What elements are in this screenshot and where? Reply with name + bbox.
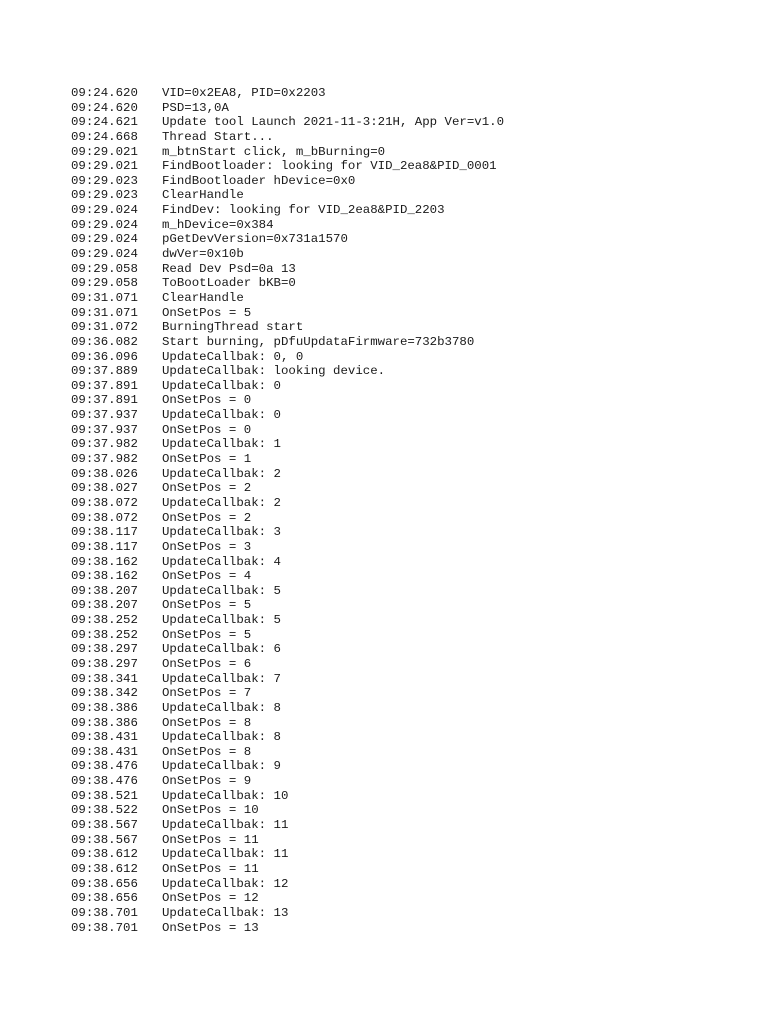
log-timestamp: 09:31.071	[71, 290, 138, 305]
log-entry	[71, 584, 504, 599]
log-entry	[71, 101, 504, 116]
log-timestamp: 09:24.668	[71, 129, 138, 144]
log-entry	[71, 393, 504, 408]
log-timestamp: 09:38.431	[71, 730, 138, 745]
log-timestamp: 09:38.386	[71, 700, 138, 715]
log-message: ClearHandle	[162, 290, 244, 305]
log-message: ToBootLoader bKB=0	[162, 276, 296, 291]
log-timestamp: 09:38.341	[71, 671, 138, 686]
log-message: OnSetPos = 5	[162, 598, 252, 613]
log-message: UpdateCallbak: 0	[162, 408, 281, 423]
log-entry	[71, 291, 504, 306]
log-message: OnSetPos = 8	[162, 744, 252, 759]
log-timestamp: 09:38.026	[71, 466, 138, 481]
log-entry	[71, 276, 504, 291]
log-entry	[71, 833, 504, 848]
log-message: OnSetPos = 2	[162, 510, 252, 525]
log-message: UpdateCallbak: 0, 0	[162, 349, 304, 364]
log-entry	[71, 423, 504, 438]
log-message: UpdateCallbak: looking device.	[162, 364, 386, 379]
log-timestamp: 09:37.891	[71, 378, 138, 393]
log-message: UpdateCallbak: 2	[162, 466, 281, 481]
log-entry	[71, 232, 504, 247]
log-message: UpdateCallbak: 2	[162, 495, 281, 510]
log-entry	[71, 350, 504, 365]
log-entry	[71, 306, 504, 321]
log-timestamp: 09:38.207	[71, 598, 138, 613]
log-entry	[71, 481, 504, 496]
log-message: UpdateCallbak: 7	[162, 671, 281, 686]
log-message: OnSetPos = 0	[162, 422, 252, 437]
log-timestamp: 09:38.117	[71, 539, 138, 554]
log-entry	[71, 759, 504, 774]
log-message: OnSetPos = 2	[162, 481, 252, 496]
log-entry	[71, 203, 504, 218]
log-timestamp: 09:37.891	[71, 393, 138, 408]
log-entry	[71, 569, 504, 584]
log-entry	[71, 188, 504, 203]
log-message: OnSetPos = 4	[162, 569, 252, 584]
log-message: OnSetPos = 13	[162, 920, 259, 935]
log-message: m_btnStart click, m_bBurning=0	[162, 144, 386, 159]
log-entry	[71, 218, 504, 233]
log-message: VID=0x2EA8, PID=0x2203	[162, 86, 326, 100]
log-message: ClearHandle	[162, 188, 244, 203]
log-entry	[71, 145, 504, 160]
log-message: UpdateCallbak: 6	[162, 642, 281, 657]
log-entry	[71, 525, 504, 540]
log-entry	[71, 130, 504, 145]
log-timestamp: 09:29.024	[71, 217, 138, 232]
log-entry	[71, 511, 504, 526]
log-listing	[71, 86, 504, 935]
log-message: OnSetPos = 7	[162, 686, 252, 701]
log-entry	[71, 774, 504, 789]
log-timestamp: 09:38.701	[71, 905, 138, 920]
log-message: UpdateCallbak: 5	[162, 583, 281, 598]
log-entry	[71, 335, 504, 350]
log-timestamp: 09:38.297	[71, 642, 138, 657]
log-timestamp: 09:29.024	[71, 232, 138, 247]
log-entry	[71, 730, 504, 745]
log-entry	[71, 496, 504, 511]
log-timestamp: 09:37.889	[71, 364, 138, 379]
log-timestamp: 09:38.342	[71, 686, 138, 701]
log-message: UpdateCallbak: 5	[162, 613, 281, 628]
log-message: OnSetPos = 6	[162, 656, 252, 671]
log-timestamp: 09:29.058	[71, 261, 138, 276]
log-timestamp: 09:29.024	[71, 203, 138, 218]
log-entry	[71, 921, 504, 936]
log-message: OnSetPos = 9	[162, 774, 252, 789]
log-timestamp: 09:37.982	[71, 437, 138, 452]
log-timestamp: 09:24.620	[71, 100, 138, 115]
log-message: FindBootloader hDevice=0x0	[162, 173, 356, 188]
log-timestamp: 09:29.023	[71, 173, 138, 188]
log-entry	[71, 716, 504, 731]
log-message: m_hDevice=0x384	[162, 217, 274, 232]
log-entry	[71, 247, 504, 262]
log-entry	[71, 613, 504, 628]
log-message: UpdateCallbak: 8	[162, 700, 281, 715]
log-entry	[71, 262, 504, 277]
log-timestamp: 09:29.021	[71, 144, 138, 159]
log-timestamp: 09:38.612	[71, 861, 138, 876]
log-timestamp: 09:24.621	[71, 115, 138, 130]
log-timestamp: 09:38.476	[71, 759, 138, 774]
log-entry	[71, 437, 504, 452]
log-timestamp: 09:29.023	[71, 188, 138, 203]
log-message: UpdateCallbak: 11	[162, 818, 289, 833]
log-entry	[71, 789, 504, 804]
log-timestamp: 09:38.612	[71, 847, 138, 862]
log-entry	[71, 115, 504, 130]
log-message: pGetDevVersion=0x731a1570	[162, 232, 348, 247]
log-timestamp: 09:38.297	[71, 656, 138, 671]
log-entry	[71, 657, 504, 672]
log-entry	[71, 159, 504, 174]
log-entry	[71, 818, 504, 833]
log-entry	[71, 672, 504, 687]
log-timestamp: 09:38.072	[71, 510, 138, 525]
log-message: UpdateCallbak: 10	[162, 788, 289, 803]
log-timestamp: 09:37.937	[71, 422, 138, 437]
log-message: FindBootloader: looking for VID_2ea8&PID_0001	[162, 159, 497, 174]
log-message: UpdateCallbak: 11	[162, 847, 289, 862]
log-message: Start burning, pDfuUpdataFirmware=732b3780	[162, 334, 475, 349]
log-timestamp: 09:38.386	[71, 715, 138, 730]
log-message: UpdateCallbak: 8	[162, 730, 281, 745]
log-entry	[71, 862, 504, 877]
log-message: OnSetPos = 11	[162, 861, 259, 876]
log-entry	[71, 540, 504, 555]
log-timestamp: 09:38.162	[71, 554, 138, 569]
log-message: UpdateCallbak: 4	[162, 554, 281, 569]
log-entry	[71, 408, 504, 423]
log-timestamp: 09:36.082	[71, 334, 138, 349]
log-entry	[71, 877, 504, 892]
log-entry	[71, 379, 504, 394]
log-message: OnSetPos = 5	[162, 305, 252, 320]
log-timestamp: 09:38.476	[71, 774, 138, 789]
log-timestamp: 09:24.620	[71, 86, 138, 100]
log-entry	[71, 906, 504, 921]
log-timestamp: 09:31.072	[71, 320, 138, 335]
log-entry	[71, 701, 504, 716]
log-entry	[71, 891, 504, 906]
log-entry	[71, 452, 504, 467]
log-timestamp: 09:38.522	[71, 803, 138, 818]
log-timestamp: 09:38.162	[71, 569, 138, 584]
log-entry	[71, 803, 504, 818]
log-message: OnSetPos = 5	[162, 627, 252, 642]
log-message: Update tool Launch 2021-11-3:21H, App Ver=v1.0	[162, 115, 505, 130]
log-timestamp: 09:38.521	[71, 788, 138, 803]
log-message: UpdateCallbak: 13	[162, 905, 289, 920]
log-timestamp: 09:38.207	[71, 583, 138, 598]
log-entry	[71, 174, 504, 189]
log-entry	[71, 628, 504, 643]
log-timestamp: 09:29.024	[71, 247, 138, 262]
log-message: UpdateCallbak: 9	[162, 759, 281, 774]
log-timestamp: 09:36.096	[71, 349, 138, 364]
log-message: PSD=13,0A	[162, 100, 229, 115]
log-timestamp: 09:38.656	[71, 876, 138, 891]
log-message: dwVer=0x10b	[162, 247, 244, 262]
log-message: Read Dev Psd=0a 13	[162, 261, 296, 276]
log-timestamp: 09:38.252	[71, 613, 138, 628]
log-timestamp: 09:38.117	[71, 525, 138, 540]
log-entry	[71, 555, 504, 570]
log-message: OnSetPos = 0	[162, 393, 252, 408]
log-timestamp: 09:38.252	[71, 627, 138, 642]
log-entry	[71, 847, 504, 862]
log-timestamp: 09:37.937	[71, 408, 138, 423]
log-timestamp: 09:38.027	[71, 481, 138, 496]
log-message: OnSetPos = 8	[162, 715, 252, 730]
log-message: UpdateCallbak: 1	[162, 437, 281, 452]
log-timestamp: 09:38.431	[71, 744, 138, 759]
log-message: OnSetPos = 3	[162, 539, 252, 554]
log-message: OnSetPos = 1	[162, 452, 252, 467]
log-timestamp: 09:38.656	[71, 891, 138, 906]
log-entry	[71, 598, 504, 613]
log-message: OnSetPos = 10	[162, 803, 259, 818]
log-entry	[71, 86, 504, 101]
log-timestamp: 09:29.021	[71, 159, 138, 174]
log-entry	[71, 364, 504, 379]
log-timestamp: 09:38.072	[71, 495, 138, 510]
log-entry	[71, 467, 504, 482]
log-timestamp: 09:37.982	[71, 452, 138, 467]
log-timestamp: 09:29.058	[71, 276, 138, 291]
log-message: OnSetPos = 11	[162, 832, 259, 847]
log-timestamp: 09:38.567	[71, 832, 138, 847]
log-entry	[71, 686, 504, 701]
log-message: BurningThread start	[162, 320, 304, 335]
log-entry	[71, 642, 504, 657]
log-message: UpdateCallbak: 12	[162, 876, 289, 891]
log-entry	[71, 320, 504, 335]
log-timestamp: 09:38.701	[71, 920, 138, 935]
log-timestamp: 09:38.567	[71, 818, 138, 833]
log-timestamp: 09:31.071	[71, 305, 138, 320]
log-entry	[71, 745, 504, 760]
log-message: UpdateCallbak: 3	[162, 525, 281, 540]
log-message: OnSetPos = 12	[162, 891, 259, 906]
log-message: Thread Start...	[162, 129, 274, 144]
log-message: FindDev: looking for VID_2ea8&PID_2203	[162, 203, 445, 218]
log-message: UpdateCallbak: 0	[162, 378, 281, 393]
